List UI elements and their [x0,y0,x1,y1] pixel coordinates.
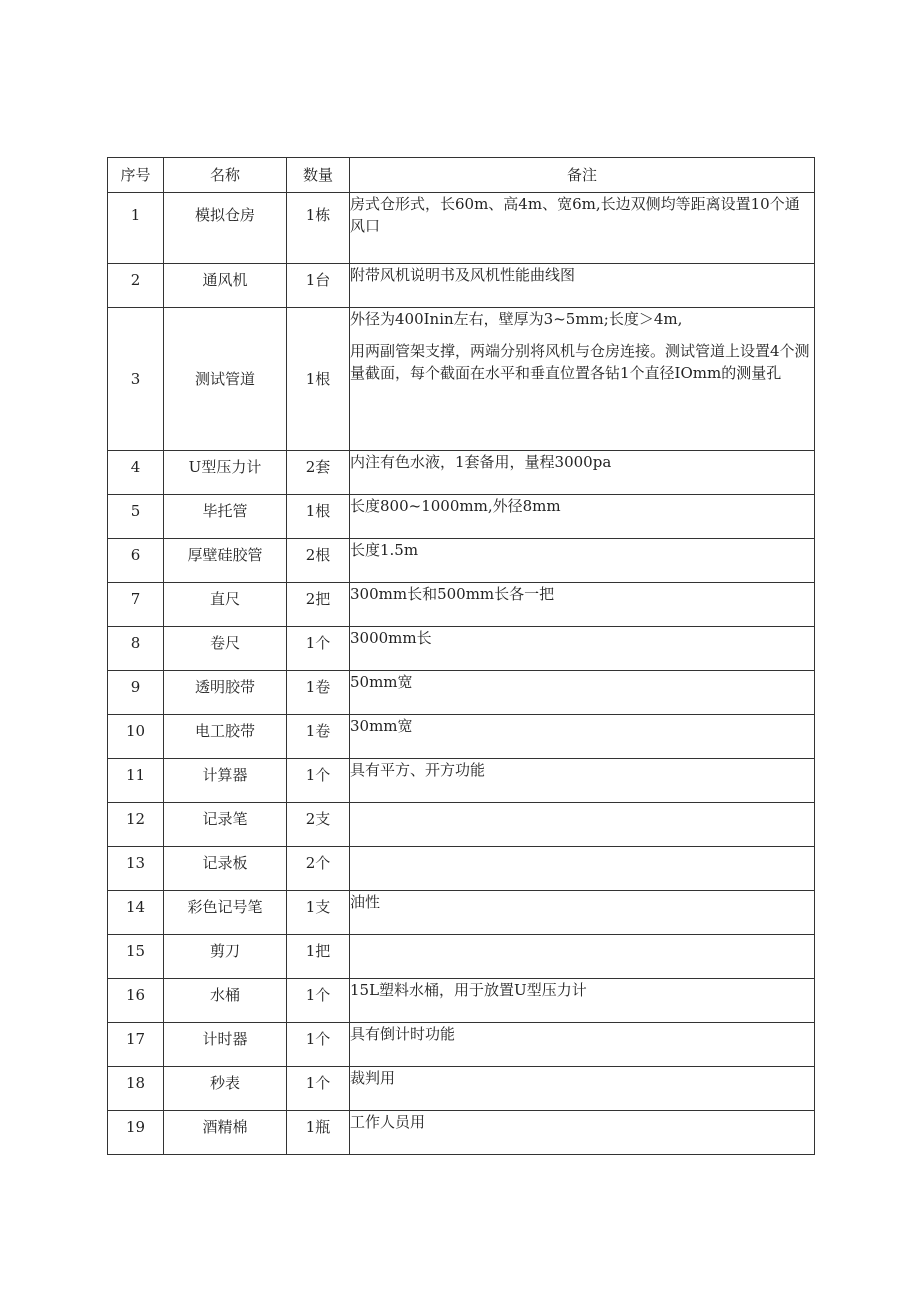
cell-qty [287,583,350,627]
note-paragraph: 长度800~1000mm,外径8mm [350,497,561,515]
cell-name [164,193,287,264]
cell-no-text: 5 [130,502,141,520]
cell-no-text: 3 [130,370,141,388]
cell-note [350,1023,815,1067]
header-name: 名称 [164,158,287,193]
cell-no [108,847,164,891]
cell-qty-text: 1栋 [305,206,331,224]
note-paragraph: 长度1.5m [350,541,419,559]
cell-note [350,803,815,847]
cell-note [350,495,815,539]
cell-no [108,451,164,495]
table-row [108,495,815,539]
cell-name [164,847,287,891]
cell-name-text: 记录板 [202,854,248,872]
note-paragraph: 用两副管架支撑，两端分别将风机与仓房连接。测试管道上设置4个测量截面，每个截面在水平和垂直位置各钻1个直径IOmm的测量孔 [350,342,810,382]
header-note: 备注 [350,158,815,193]
cell-qty-text: 1个 [305,986,331,1004]
cell-name [164,1067,287,1111]
cell-qty [287,539,350,583]
cell-no [108,715,164,759]
cell-qty [287,627,350,671]
cell-no [108,264,164,308]
cell-name [164,979,287,1023]
cell-no [108,803,164,847]
cell-no-text: 10 [125,722,146,740]
cell-note [350,264,815,308]
cell-qty-text: 2支 [305,810,331,828]
cell-qty-text: 2套 [305,458,331,476]
cell-name-text: 水桶 [209,986,240,1004]
cell-name-text: 电工胶带 [194,722,255,740]
cell-no-text: 11 [125,766,146,784]
note-paragraph: 房式仓形式，长60m、高4m、宽6m,长边双侧均等距离设置10个通风口 [350,195,800,235]
note-paragraph: 30mm宽 [350,717,413,735]
cell-name-text: U型压力计 [188,458,262,476]
table-row [108,715,815,759]
cell-name [164,935,287,979]
cell-qty-text: 1根 [305,370,331,388]
cell-name-text: 卷尺 [209,634,240,652]
table-row [108,583,815,627]
cell-qty [287,759,350,803]
table-row [108,935,815,979]
table-row [108,627,815,671]
note-paragraph: 具有倒计时功能 [350,1025,456,1043]
cell-no-text: 6 [130,546,141,564]
cell-qty-text: 1个 [305,766,331,784]
header-no: 序号 [108,158,164,193]
cell-name-text: 剪刀 [209,942,240,960]
header-qty: 数量 [287,158,350,193]
cell-name-text: 计算器 [202,766,248,784]
cell-qty-text: 1台 [305,271,331,289]
cell-qty [287,308,350,451]
table-row [108,1111,815,1155]
cell-note [350,1067,815,1111]
cell-qty [287,193,350,264]
note-paragraph: 裁判用 [350,1069,396,1087]
cell-no [108,1067,164,1111]
note-paragraph: 具有平方、开方功能 [350,761,486,779]
cell-qty [287,1023,350,1067]
cell-qty [287,1067,350,1111]
cell-no [108,193,164,264]
table-row [108,803,815,847]
cell-name [164,715,287,759]
note-paragraph: 15L塑料水桶，用于放置U型压力计 [350,981,587,999]
equipment-table [107,157,815,1155]
cell-note [350,583,815,627]
cell-no-text: 2 [130,271,141,289]
cell-name-text: 透明胶带 [194,678,255,696]
cell-qty-text: 1支 [305,898,331,916]
note-paragraph: 50mm宽 [350,673,413,691]
cell-note [350,1111,815,1155]
cell-name-text: 模拟仓房 [194,206,255,224]
header-row [108,158,815,193]
cell-note [350,847,815,891]
cell-qty-text: 2个 [305,854,331,872]
note-paragraph: 3000mm长 [350,629,432,647]
cell-qty-text: 1把 [305,942,331,960]
cell-qty [287,264,350,308]
cell-no-text: 14 [125,898,146,916]
cell-no [108,495,164,539]
cell-no-text: 12 [125,810,146,828]
cell-name [164,539,287,583]
cell-name-text: 毕托管 [202,502,248,520]
cell-no [108,308,164,451]
cell-qty-text: 1个 [305,1030,331,1048]
cell-qty-text: 1卷 [305,722,331,740]
cell-name [164,891,287,935]
cell-qty [287,1111,350,1155]
cell-note [350,891,815,935]
cell-note [350,451,815,495]
cell-no [108,627,164,671]
cell-qty-text: 1个 [305,1074,331,1092]
table-row [108,193,815,264]
cell-note [350,715,815,759]
table-row [108,847,815,891]
cell-qty [287,891,350,935]
cell-note [350,308,815,451]
cell-note [350,759,815,803]
cell-qty [287,715,350,759]
cell-no [108,759,164,803]
note-paragraph: 工作人员用 [350,1113,426,1131]
cell-name [164,308,287,451]
cell-name-text: 酒精棉 [202,1118,248,1136]
cell-name-text: 计时器 [202,1030,248,1048]
table-row [108,671,815,715]
cell-note [350,979,815,1023]
cell-no-text: 17 [125,1030,146,1048]
cell-name [164,671,287,715]
note-paragraph: 外径为400Inin左右，壁厚为3~5mm;长度＞4m, [350,310,683,328]
cell-name-text: 直尺 [209,590,240,608]
table-row [108,979,815,1023]
cell-note [350,193,815,264]
cell-note [350,539,815,583]
cell-qty [287,671,350,715]
cell-name [164,495,287,539]
cell-no [108,583,164,627]
cell-name [164,1111,287,1155]
cell-name-text: 通风机 [202,271,248,289]
cell-name-text: 彩色记号笔 [187,898,263,916]
cell-no-text: 9 [130,678,141,696]
table-row [108,1067,815,1111]
note-paragraph: 附带风机说明书及风机性能曲线图 [350,266,576,284]
cell-name [164,583,287,627]
cell-no [108,1111,164,1155]
cell-no-text: 1 [130,206,141,224]
note-paragraph: 300mm长和500mm长各一把 [350,585,555,603]
cell-no-text: 4 [130,458,141,476]
cell-qty [287,935,350,979]
cell-note [350,627,815,671]
cell-name [164,627,287,671]
cell-qty [287,451,350,495]
cell-qty [287,979,350,1023]
cell-name-text: 秒表 [209,1074,240,1092]
note-paragraph: 油性 [350,893,381,911]
cell-qty [287,803,350,847]
table-body [108,193,815,1155]
cell-no-text: 19 [125,1118,146,1136]
cell-qty-text: 1根 [305,502,331,520]
table-row [108,451,815,495]
cell-name [164,803,287,847]
cell-name [164,759,287,803]
cell-name [164,451,287,495]
cell-name-text: 测试管道 [194,370,255,388]
cell-no-text: 16 [125,986,146,1004]
note-paragraph: 内注有色水液，1套备用，量程3000pa [350,453,612,471]
cell-qty [287,495,350,539]
cell-no [108,539,164,583]
table-row [108,264,815,308]
cell-note [350,935,815,979]
cell-name-text: 记录笔 [202,810,248,828]
cell-qty-text: 2根 [305,546,331,564]
cell-no [108,979,164,1023]
cell-no [108,891,164,935]
table-row [108,308,815,451]
cell-qty-text: 1个 [305,634,331,652]
cell-no [108,1023,164,1067]
cell-qty-text: 1瓶 [305,1118,331,1136]
cell-no-text: 8 [130,634,141,652]
cell-no [108,935,164,979]
table-row [108,1023,815,1067]
cell-qty-text: 2把 [305,590,331,608]
cell-note [350,671,815,715]
table-row [108,539,815,583]
table-row [108,759,815,803]
cell-no-text: 7 [130,590,141,608]
cell-no-text: 18 [125,1074,146,1092]
cell-no [108,671,164,715]
cell-name [164,1023,287,1067]
cell-qty [287,847,350,891]
cell-no-text: 15 [125,942,146,960]
cell-name [164,264,287,308]
cell-name-text: 厚壁硅胶管 [187,546,263,564]
cell-no-text: 13 [125,854,146,872]
table-row [108,891,815,935]
cell-qty-text: 1卷 [305,678,331,696]
